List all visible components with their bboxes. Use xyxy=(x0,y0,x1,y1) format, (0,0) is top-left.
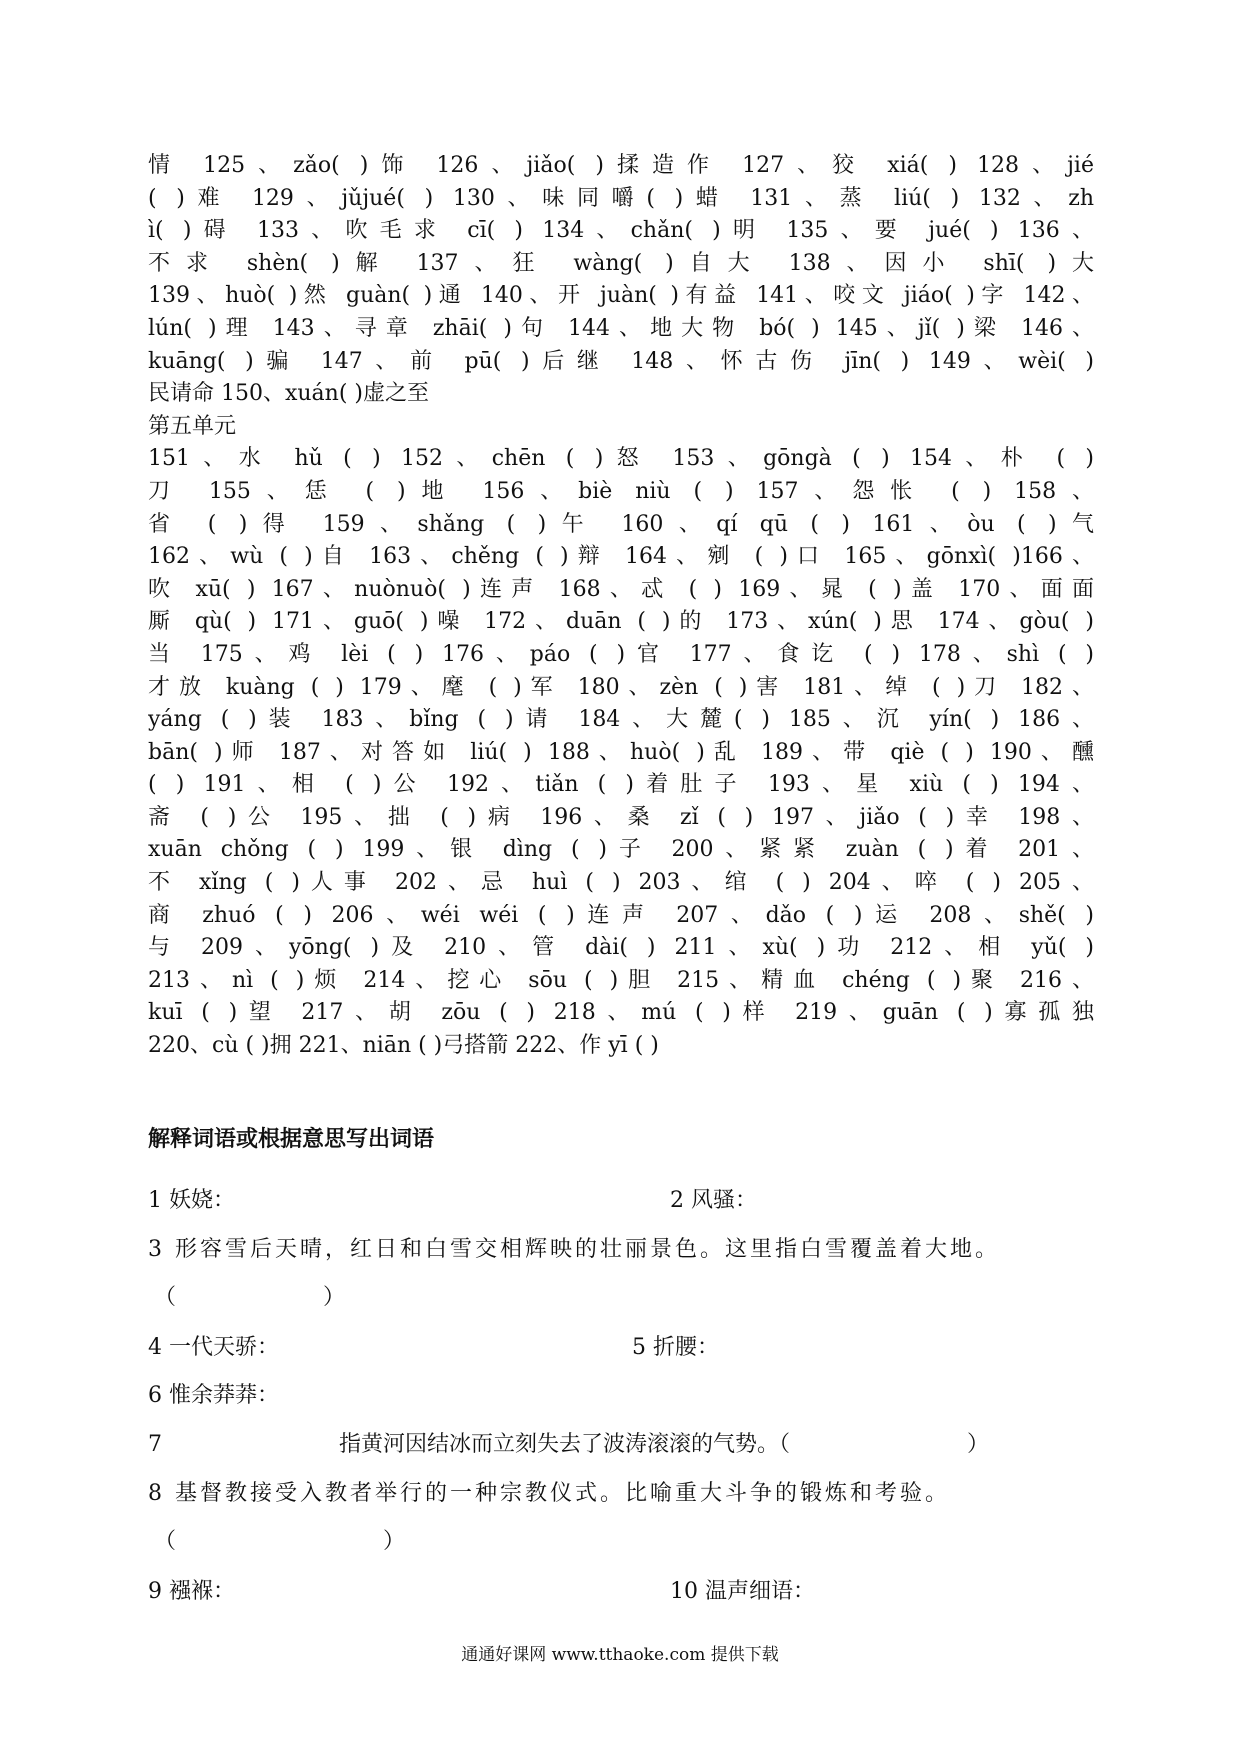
definition-item: 2 风骚： xyxy=(670,1188,757,1213)
exercise-line: 162、wù ( )自 163、chěng ( )辩 164、剜 ( )口 165、gōnxì( )166、 xyxy=(148,544,1094,570)
exercise-line: kuī ( )望 217、胡 zōu ( ) 218、mú ( )样 219、guān ( )寡孤独 xyxy=(148,1000,1094,1026)
section-title: 解释词语或根据意思写出词语 xyxy=(148,1127,435,1152)
exercise-line: 220、cù ( )拥 221、niān ( )弓搭箭 222、作 yī ( ) xyxy=(148,1033,659,1059)
exercise-line: lún( )理 143、寻章 zhāi( )句 144、地大物 bó( ) 145、jǐ( )梁 146、 xyxy=(148,315,1094,341)
definition-item: 4 一代天骄： xyxy=(148,1335,279,1360)
exercise-line: 才放 kuàng ( ) 179、麾 ( )军 180、zèn ( )害 181、绰 ( )刀 182、 xyxy=(148,674,1094,700)
unit-heading: 第五单元 xyxy=(148,413,237,439)
exercise-line: 不 xǐng ( )人事 202、忌 huì ( ) 203、绾 ( ) 204、啐 ( ) 205、 xyxy=(148,870,1094,896)
exercise-line: 省 ( )得 159、shǎng ( )午 160、qí qū ( ) 161、òu ( )气 xyxy=(148,511,1094,537)
exercise-line: yáng ( )装 183、bǐng ( )请 184、大麓( ) 185、沉 yín( ) 186、 xyxy=(148,707,1094,733)
definition-item: 7 指黄河因结冰而立刻失去了波涛滚滚的气势。（ ） xyxy=(148,1432,989,1457)
definition-item: 9 襁褓： xyxy=(148,1579,235,1604)
exercise-line: 厮 qù( ) 171、guō( )噪 172、duān ( )的 173、xún( )思 174、gòu( ) xyxy=(148,609,1094,635)
exercise-line: 不求 shèn( )解 137、狂 wàng( )自大 138、因小 shī( )大 xyxy=(148,250,1094,276)
definition-item: 10 温声细语： xyxy=(670,1579,815,1604)
definition-item: 6 惟余莽莽： xyxy=(148,1383,279,1408)
definition-item: 5 折腰： xyxy=(632,1335,719,1360)
exercise-line: 商 zhuó ( ) 206、wéi wéi ( )连声 207、dǎo ( )运 208、shě( ) xyxy=(148,902,1094,928)
exercise-line: 213、nì ( )烦 214、挖心 sōu ( )胆 215、精血 chéng ( )聚 216、 xyxy=(148,967,1094,993)
definition-item: 3 形容雪后天晴，红日和白雪交相辉映的壮丽景色。这里指白雪覆盖着大地。 xyxy=(148,1237,1000,1262)
exercise-line: ì( )碍 133、吹毛求 cī( ) 134、chǎn( )明 135、要 jué( ) 136、 xyxy=(148,218,1094,244)
exercise-line: ( ) 191、相 ( )公 192、tiǎn ( )着肚子 193、星 xiù ( ) 194、 xyxy=(148,772,1094,798)
definition-item: 1 妖娆： xyxy=(148,1188,235,1213)
exercise-line: 151、水 hǔ ( ) 152、chēn ( )怒 153、gōngà ( ) 154、朴 ( ) xyxy=(148,446,1094,472)
pinyin-exercise-block xyxy=(148,150,1094,1063)
exercise-line: 吹 xū( ) 167、nuònuò( )连声 168、忒 ( ) 169、晁 ( )盖 170、面面 xyxy=(148,576,1094,602)
exercise-line: kuāng( )骗 147、前 pū( )后继 148、怀古伤 jīn( ) 149、wèi( ) xyxy=(148,348,1094,374)
exercise-line: 情 125、zǎo( )饰 126、jiǎo( )揉造作 127、狡 xiá( ) 128、jié xyxy=(148,153,1094,178)
footer-credit: 通通好课网 www.tthaoke.com 提供下载 xyxy=(461,1645,779,1665)
exercise-line: 刀 155、恁 ( )地 156、biè niù ( ) 157、怨怅 ( ) 158、 xyxy=(148,478,1094,504)
answer-blank: （ ） xyxy=(154,1285,345,1310)
exercise-line: ( )难 129、jǔjué( ) 130、味同嚼( )蜡 131、蒸 liú( ) 132、zh xyxy=(148,185,1094,211)
exercise-line: 民请命 150、xuán( )虚之至 xyxy=(148,381,430,407)
answer-blank: （ ） xyxy=(154,1529,405,1554)
exercise-line: 斋 ( )公 195、拙 ( )病 196、桑 zǐ ( ) 197、jiǎo ( )幸 198、 xyxy=(148,804,1094,830)
exercise-line: 与 209、yōng( )及 210、管 dài( ) 211、xù( )功 212、相 yǔ( ) xyxy=(148,935,1094,961)
exercise-line: bān( )师 187、对答如 liú( ) 188、huò( )乱 189、带 qiè ( ) 190、醺 xyxy=(148,739,1094,765)
exercise-line: 139、huò( )然 guàn( )通 140、开 juàn( )有益 141、咬文 jiáo( )字 142、 xyxy=(148,283,1094,309)
definition-item: 8 基督教接受入教者举行的一种宗教仪式。比喻重大斗争的锻炼和考验。 xyxy=(148,1481,950,1506)
exercise-line: 当 175、鸡 lèi ( ) 176、páo ( )官 177、食讫 ( ) 178、shì ( ) xyxy=(148,641,1094,667)
exercise-line: xuān chǒng ( ) 199、银 dìng ( )子 200、紧紧 zuàn ( )着 201、 xyxy=(148,837,1094,863)
